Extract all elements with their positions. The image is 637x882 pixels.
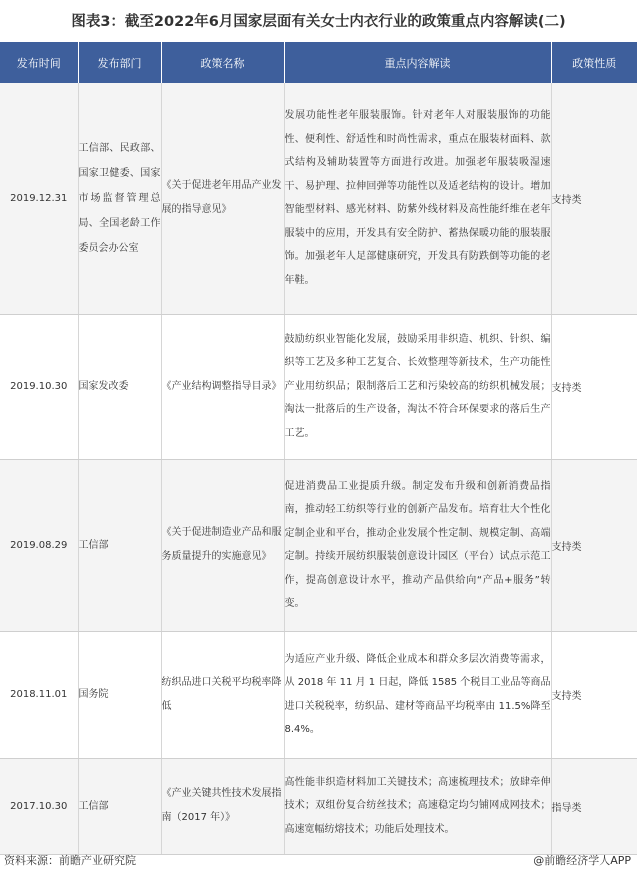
cell-nature: 指导类 <box>551 758 637 854</box>
cell-date: 2017.10.30 <box>0 758 78 854</box>
cell-policy-name: 《产业结构调整指导目录》 <box>161 314 284 459</box>
header-nature: 政策性质 <box>551 42 637 83</box>
cell-dept: 国家发改委 <box>78 314 161 459</box>
cell-content: 为适应产业升级、降低企业成本和群众多层次消费等需求，从 2018 年 11 月 1 日起，降低 1585 个税目工业品等商品进口关税税率，纺织品、建材等商品平均税率由 11.5%降至 8.4%。 <box>284 631 551 758</box>
cell-content: 鼓励纺织业智能化发展，鼓励采用非织造、机织、针织、编织等工艺及多种工艺复合、长效整理等新技术，生产功能性产业用纺织品；限制落后工艺和污染较高的纺织机械发展；淘汰一批落后的生产设备，淘汰不符合环保要求的落后生产工艺。 <box>284 314 551 459</box>
cell-policy-name: 纺织品进口关税平均税率降低 <box>161 631 284 758</box>
cell-nature: 支持类 <box>551 314 637 459</box>
table-header-row <box>0 42 637 83</box>
table-row <box>0 83 637 314</box>
header-content: 重点内容解读 <box>284 42 551 83</box>
cell-dept: 工信部、民政部、国家卫健委、国家市场监督管理总局、全国老龄工作委员会办公室 <box>78 83 161 314</box>
cell-content: 促进消费品工业提质升级。制定发布升级和创新消费品指南，推动轻工纺织等行业的创新产品发布。培育壮大个性化定制企业和平台，推动企业发展个性定制、规模定制、高端定制。持续开展纺织服装创意设计园区（平台）试点示范工作，提高创意设计水平，推动产品供给向“产品+服务”转变。 <box>284 459 551 631</box>
cell-content: 发展功能性老年服装服饰。针对老年人对服装服饰的功能性、便利性、舒适性和时尚性需求，重点在服装材面料、款式结构及辅助装置等方面进行改进。加强老年服装吸湿速干、易护理、拉伸回弹等功能性以及适老结构的设计。增加智能型材料、感光材料、防紫外线材料及高性能纤维在老年服装中的应用，开发具有安全防护、蓄热保暖功能的服装服饰。加强老年人足部健康研究，开发具有防跌倒等功能的老年鞋。 <box>284 83 551 314</box>
source-note: 资料来源：前瞻产业研究院 <box>4 854 136 867</box>
cell-dept: 工信部 <box>78 758 161 854</box>
policy-table <box>0 42 637 855</box>
table-row <box>0 631 637 758</box>
table-row <box>0 459 637 631</box>
table-row <box>0 758 637 854</box>
cell-dept: 国务院 <box>78 631 161 758</box>
cell-nature: 支持类 <box>551 459 637 631</box>
cell-nature: 支持类 <box>551 83 637 314</box>
cell-policy-name: 《关于促进老年用品产业发展的指导意见》 <box>161 83 284 314</box>
cell-date: 2018.11.01 <box>0 631 78 758</box>
header-name: 政策名称 <box>161 42 284 83</box>
cell-date: 2019.08.29 <box>0 459 78 631</box>
cell-policy-name: 《关于促进制造业产品和服务质量提升的实施意见》 <box>161 459 284 631</box>
cell-content: 高性能非织造材料加工关键技术；高速梳理技术；放肆牵伸技术；双组份复合纺丝技术；高速稳定均匀铺网成网技术；高速宽幅纺熔技术；功能后处理技术。 <box>284 758 551 854</box>
cell-date: 2019.10.30 <box>0 314 78 459</box>
header-dept: 发布部门 <box>78 42 161 83</box>
brand-credit: @前瞻经济学人APP <box>533 854 631 867</box>
cell-dept: 工信部 <box>78 459 161 631</box>
table-row <box>0 314 637 459</box>
page-title: 图表3：截至2022年6月国家层面有关女士内衣行业的政策重点内容解读(二) <box>71 14 566 30</box>
cell-policy-name: 《产业关键共性技术发展指南（2017 年）》 <box>161 758 284 854</box>
cell-date: 2019.12.31 <box>0 83 78 314</box>
cell-nature: 支持类 <box>551 631 637 758</box>
header-date: 发布时间 <box>0 42 78 83</box>
